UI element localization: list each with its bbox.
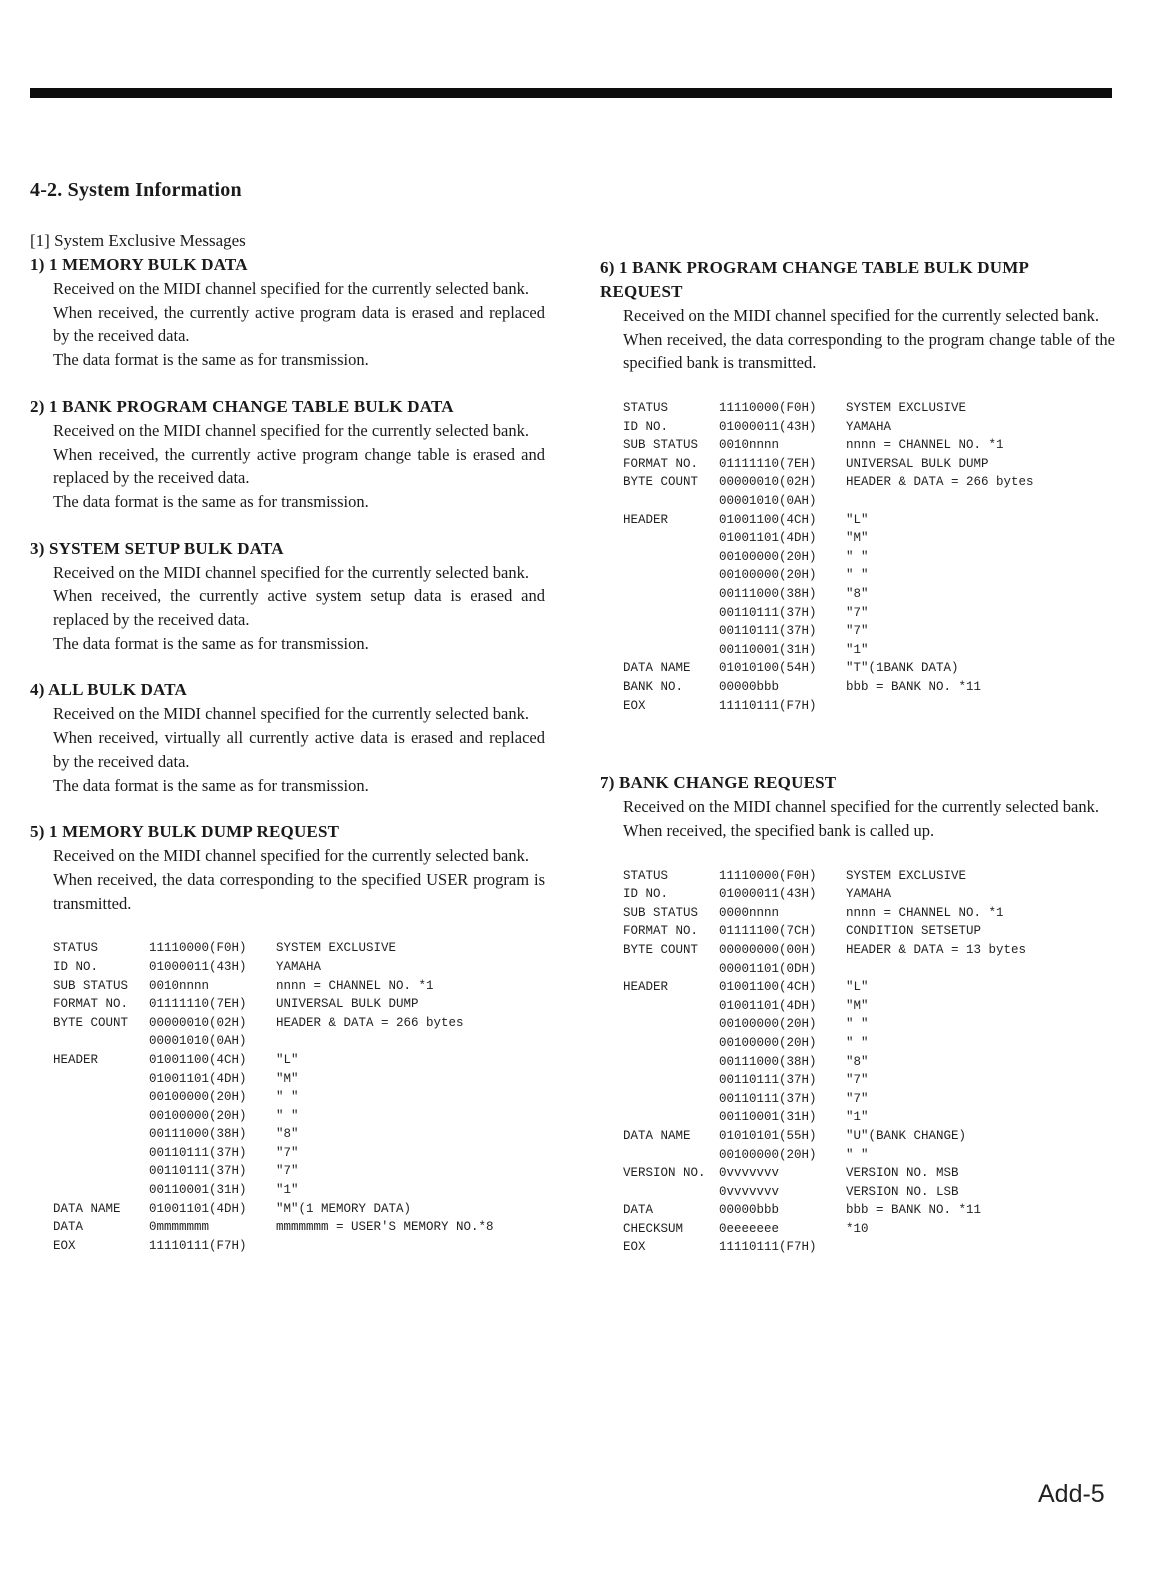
paragraph: Received on the MIDI channel specified for the currently selected bank. xyxy=(53,420,530,440)
field-name xyxy=(623,1071,719,1090)
section-body xyxy=(53,844,545,915)
field-name: ID NO. xyxy=(623,419,669,434)
byte-value: 00111000(38H) xyxy=(719,1054,817,1069)
byte-value: 11110000(F0H) xyxy=(149,941,247,956)
table-row xyxy=(623,867,1115,886)
field-name xyxy=(623,1090,719,1109)
byte-value: 01001101(4DH) xyxy=(149,1201,247,1216)
byte-value: 00100000(20H) xyxy=(719,549,817,564)
description: "L" xyxy=(846,512,869,527)
paragraph: Received on the MIDI channel specified for the currently selected bank. xyxy=(53,704,530,724)
byte-value: 00110111(37H) xyxy=(719,605,817,620)
byte-value: 0eeeeeee xyxy=(719,1221,780,1236)
field-name: STATUS xyxy=(623,868,669,883)
description: VERSION NO. LSB xyxy=(846,1184,959,1199)
byte-value: 0vvvvvvv xyxy=(719,1184,780,1199)
paragraph: The data format is the same as for transmission. xyxy=(53,491,369,511)
description: *10 xyxy=(846,1221,869,1236)
paragraph: Received on the MIDI channel specified for the currently selected bank. xyxy=(53,562,530,582)
byte-value: 01000011(43H) xyxy=(149,959,247,974)
field-name: DATA NAME xyxy=(623,1128,691,1143)
byte-value: 00110111(37H) xyxy=(719,624,817,639)
field-name: BANK NO. xyxy=(623,680,684,695)
description xyxy=(846,960,1115,979)
field-name: SUB STATUS xyxy=(623,438,699,453)
paragraph: When received, the currently active program data is erased and replaced by the received data. xyxy=(53,302,545,346)
byte-value: 01000011(43H) xyxy=(719,419,817,434)
byte-value: 00111000(38H) xyxy=(719,587,817,602)
paragraph: Received on the MIDI channel specified for the currently selected bank. xyxy=(623,306,1100,325)
table-row xyxy=(623,1183,1115,1202)
description: "7" xyxy=(276,1164,299,1179)
byte-value: 11110111(F7H) xyxy=(149,1238,247,1253)
field-name xyxy=(53,1181,149,1200)
byte-value: 0010nnnn xyxy=(149,978,210,993)
table-row xyxy=(623,904,1115,923)
description: UNIVERSAL BULK DUMP xyxy=(276,997,419,1012)
byte-value: 01000011(43H) xyxy=(719,887,817,902)
table-row xyxy=(53,1107,545,1126)
table-row xyxy=(623,678,1115,697)
table-row xyxy=(53,1032,545,1051)
field-name: BYTE COUNT xyxy=(623,475,699,490)
field-name: HEADER xyxy=(53,1052,99,1067)
page-number: Add-5 xyxy=(1038,1480,1105,1508)
paragraph: When received, the data corresponding to the specified USER program is transmitted. xyxy=(53,869,545,913)
header-rule xyxy=(30,88,1112,98)
byte-value: 00100000(20H) xyxy=(719,568,817,583)
table-row xyxy=(623,1127,1115,1146)
page-title: 4-2. System Information xyxy=(30,179,242,201)
paragraph: When received, the currently active system setup data is erased and replaced by the received data. xyxy=(53,586,545,630)
field-name xyxy=(623,1015,719,1034)
byte-value: 11110000(F0H) xyxy=(719,401,817,416)
table-row xyxy=(623,566,1115,585)
table-row xyxy=(53,939,545,958)
byte-value: 01010101(55H) xyxy=(719,1128,817,1143)
table-row xyxy=(623,1108,1115,1127)
table-row xyxy=(623,548,1115,567)
description: CONDITION SETSETUP xyxy=(846,924,982,939)
table-row xyxy=(53,1144,545,1163)
description: "8" xyxy=(846,1054,869,1069)
description: "M" xyxy=(846,531,869,546)
byte-value: 01111100(7CH) xyxy=(719,924,817,939)
paragraph: When received, virtually all currently active data is erased and replaced by the received data. xyxy=(53,728,545,771)
table-row xyxy=(623,922,1115,941)
subheading: [1] System Exclusive Messages xyxy=(30,231,246,250)
description: "1" xyxy=(846,1110,869,1125)
left-column xyxy=(30,229,545,1255)
section-body xyxy=(623,304,1115,375)
field-name xyxy=(53,1088,149,1107)
table-row xyxy=(53,958,545,977)
table-row xyxy=(623,511,1115,530)
table-row xyxy=(623,1053,1115,1072)
table-row xyxy=(53,1181,545,1200)
byte-value: 00001010(0AH) xyxy=(719,494,817,509)
description: VERSION NO. MSB xyxy=(846,1166,959,1181)
field-name xyxy=(623,585,719,604)
paragraph: Received on the MIDI channel specified for the currently selected bank. xyxy=(623,797,1100,817)
byte-value: 11110111(F7H) xyxy=(719,698,817,713)
byte-value: 00000000(00H) xyxy=(719,942,817,957)
field-name: BYTE COUNT xyxy=(53,1015,129,1030)
table-row xyxy=(623,1201,1115,1220)
field-name: DATA NAME xyxy=(623,661,691,676)
table-row xyxy=(623,604,1115,623)
description: nnnn = CHANNEL NO. *1 xyxy=(846,905,1004,920)
description: HEADER & DATA = 13 bytes xyxy=(846,942,1027,957)
table-row xyxy=(623,978,1115,997)
description: "7" xyxy=(846,624,869,639)
description: " " xyxy=(276,1108,299,1123)
table-row xyxy=(53,1070,545,1089)
table-row xyxy=(623,1220,1115,1239)
section-heading: 2) 1 BANK PROGRAM CHANGE TABLE BULK DATA xyxy=(30,396,454,416)
description: "U"(BANK CHANGE) xyxy=(846,1128,967,1143)
table-row xyxy=(623,492,1115,511)
description: HEADER & DATA = 266 bytes xyxy=(846,475,1034,490)
table-row xyxy=(623,997,1115,1016)
section-body xyxy=(623,795,1115,842)
field-name xyxy=(623,1108,719,1127)
field-name: DATA xyxy=(623,1203,654,1218)
field-name xyxy=(53,1125,149,1144)
description: " " xyxy=(846,568,869,583)
byte-value: 00111000(38H) xyxy=(149,1127,247,1142)
table-row xyxy=(623,1238,1115,1257)
description: "M" xyxy=(846,998,869,1013)
paragraph: When received, the currently active program change table is erased and replaced by the received data. xyxy=(53,444,545,488)
table-row xyxy=(53,1051,545,1070)
description xyxy=(846,492,1115,511)
description: YAMAHA xyxy=(846,419,892,434)
byte-value: 00110111(37H) xyxy=(149,1164,247,1179)
field-name: FORMAT NO. xyxy=(53,997,129,1012)
description: SYSTEM EXCLUSIVE xyxy=(276,941,397,956)
description: "T"(1BANK DATA) xyxy=(846,661,959,676)
field-name xyxy=(623,997,719,1016)
table-row xyxy=(53,1200,545,1219)
description: " " xyxy=(846,1035,869,1050)
table-row xyxy=(53,1237,545,1256)
section-heading: 4) ALL BULK DATA xyxy=(30,680,188,700)
field-name xyxy=(623,529,719,548)
field-name: EOX xyxy=(623,1240,646,1255)
field-name: EOX xyxy=(53,1238,76,1253)
byte-value: 00100000(20H) xyxy=(719,1035,817,1050)
byte-value: 0010nnnn xyxy=(719,438,780,453)
table-row xyxy=(623,622,1115,641)
table-row xyxy=(623,529,1115,548)
paragraph: The data format is the same as for transmission. xyxy=(53,775,369,795)
byte-value: 01010100(54H) xyxy=(719,661,817,676)
byte-value: 00100000(20H) xyxy=(149,1090,247,1105)
field-name xyxy=(623,566,719,585)
field-name: ID NO. xyxy=(53,959,99,974)
sysex-table xyxy=(53,939,545,1255)
paragraph: When received, the data corresponding to the program change table of the specified bank is transmitted. xyxy=(623,329,1115,373)
table-row xyxy=(623,1090,1115,1109)
table-row xyxy=(623,418,1115,437)
field-name: VERSION NO. xyxy=(623,1166,706,1181)
field-name: STATUS xyxy=(53,941,99,956)
section-heading: 1) 1 MEMORY BULK DATA xyxy=(30,255,248,274)
field-name xyxy=(623,1183,719,1202)
table-row xyxy=(623,585,1115,604)
table-row xyxy=(623,641,1115,660)
section-body xyxy=(53,277,545,372)
byte-value: 00110001(31H) xyxy=(719,642,817,657)
byte-value: 00000010(02H) xyxy=(719,475,817,490)
byte-value: 01001101(4DH) xyxy=(149,1071,247,1086)
field-name: EOX xyxy=(623,698,646,713)
table-row xyxy=(623,697,1115,716)
section-3 xyxy=(30,537,545,656)
table-row xyxy=(623,436,1115,455)
sysex-table xyxy=(623,399,1115,715)
paragraph: Received on the MIDI channel specified for the currently selected bank. xyxy=(53,279,530,298)
field-name: FORMAT NO. xyxy=(623,456,699,471)
description: " " xyxy=(846,549,869,564)
field-name xyxy=(623,1146,719,1165)
byte-value: 00110001(31H) xyxy=(719,1110,817,1125)
section-5 xyxy=(30,820,545,1255)
table-row xyxy=(623,455,1115,474)
description: "M"(1 MEMORY DATA) xyxy=(276,1201,412,1216)
section-heading: 7) BANK CHANGE REQUEST xyxy=(600,773,837,793)
field-name xyxy=(623,622,719,641)
field-name: HEADER xyxy=(623,980,669,995)
byte-value: 00110111(37H) xyxy=(719,1091,817,1106)
field-name xyxy=(623,1034,719,1053)
field-name xyxy=(53,1032,149,1051)
section-body xyxy=(53,702,545,797)
field-name xyxy=(623,492,719,511)
field-name xyxy=(53,1144,149,1163)
paragraph: When received, the specified bank is called up. xyxy=(623,820,935,840)
byte-value: 00110111(37H) xyxy=(719,1073,817,1088)
paragraph: The data format is the same as for transmission. xyxy=(53,350,369,370)
field-name: DATA xyxy=(53,1220,84,1235)
table-row xyxy=(623,473,1115,492)
field-name xyxy=(623,960,719,979)
field-name: BYTE COUNT xyxy=(623,942,699,957)
byte-value: 01001100(4CH) xyxy=(719,512,817,527)
table-row xyxy=(623,1034,1115,1053)
section-heading: 5) 1 MEMORY BULK DUMP REQUEST xyxy=(30,822,340,842)
table-row xyxy=(623,1146,1115,1165)
description: nnnn = CHANNEL NO. *1 xyxy=(276,978,434,993)
sysex-table xyxy=(623,867,1115,1257)
description: " " xyxy=(276,1090,299,1105)
byte-value: 0mmmmmmm xyxy=(149,1220,210,1235)
byte-value: 00000010(02H) xyxy=(149,1015,247,1030)
section-2 xyxy=(30,395,545,514)
byte-value: 00100000(20H) xyxy=(719,1017,817,1032)
byte-value: 01111110(7EH) xyxy=(719,456,817,471)
byte-value: 00110001(31H) xyxy=(149,1183,247,1198)
description: "L" xyxy=(276,1052,299,1067)
description: SYSTEM EXCLUSIVE xyxy=(846,868,967,883)
description: bbb = BANK NO. *11 xyxy=(846,680,982,695)
byte-value: 00000bbb xyxy=(719,1203,780,1218)
field-name: SUB STATUS xyxy=(53,978,129,993)
section-heading: 3) SYSTEM SETUP BULK DATA xyxy=(30,538,284,558)
byte-value: 00000bbb xyxy=(719,680,780,695)
section-body xyxy=(53,561,545,656)
section-7 xyxy=(600,771,1115,1257)
field-name xyxy=(623,1053,719,1072)
description xyxy=(276,1032,545,1051)
description: mmmmmmm = USER'S MEMORY NO.*8 xyxy=(276,1220,494,1235)
table-row xyxy=(623,1015,1115,1034)
description: "7" xyxy=(276,1145,299,1160)
field-name xyxy=(623,604,719,623)
description: "L" xyxy=(846,980,869,995)
table-row xyxy=(623,960,1115,979)
byte-value: 00110111(37H) xyxy=(149,1145,247,1160)
byte-value: 0000nnnn xyxy=(719,905,780,920)
field-name: STATUS xyxy=(623,401,669,416)
description: bbb = BANK NO. *11 xyxy=(846,1203,982,1218)
table-row xyxy=(623,941,1115,960)
field-name: SUB STATUS xyxy=(623,905,699,920)
table-row xyxy=(53,1088,545,1107)
table-row xyxy=(53,1014,545,1033)
description: "1" xyxy=(846,642,869,657)
byte-value: 01111110(7EH) xyxy=(149,997,247,1012)
description: "7" xyxy=(846,1091,869,1106)
byte-value: 11110111(F7H) xyxy=(719,1240,817,1255)
byte-value: 11110000(F0H) xyxy=(719,868,817,883)
description xyxy=(276,1237,545,1256)
description: YAMAHA xyxy=(846,887,892,902)
section-body xyxy=(53,419,545,514)
field-name xyxy=(53,1070,149,1089)
byte-value: 00001101(0DH) xyxy=(719,961,817,976)
field-name xyxy=(53,1162,149,1181)
paragraph: Received on the MIDI channel specified for the currently selected bank. xyxy=(53,846,530,866)
table-row xyxy=(53,977,545,996)
byte-value: 00001010(0AH) xyxy=(149,1034,247,1049)
byte-value: 01001100(4CH) xyxy=(719,980,817,995)
byte-value: 0vvvvvvv xyxy=(719,1166,780,1181)
description: "1" xyxy=(276,1183,299,1198)
description: "7" xyxy=(846,605,869,620)
description: YAMAHA xyxy=(276,959,322,974)
field-name: CHECKSUM xyxy=(623,1221,684,1236)
description: "7" xyxy=(846,1073,869,1088)
field-name xyxy=(623,641,719,660)
right-column xyxy=(600,256,1115,1257)
section-6 xyxy=(600,256,1115,715)
byte-value: 01001101(4DH) xyxy=(719,998,817,1013)
description: nnnn = CHANNEL NO. *1 xyxy=(846,438,1004,453)
description: SYSTEM EXCLUSIVE xyxy=(846,401,967,416)
byte-value: 00100000(20H) xyxy=(149,1108,247,1123)
paragraph: The data format is the same as for transmission. xyxy=(53,633,369,653)
byte-value: 01001101(4DH) xyxy=(719,531,817,546)
byte-value: 00100000(20H) xyxy=(719,1147,817,1162)
description: "M" xyxy=(276,1071,299,1086)
description: " " xyxy=(846,1147,869,1162)
section-4 xyxy=(30,678,545,797)
description: "8" xyxy=(276,1127,299,1142)
description xyxy=(846,697,1115,716)
field-name: DATA NAME xyxy=(53,1201,121,1216)
section-heading: 6) 1 BANK PROGRAM CHANGE TABLE BULK DUMP REQUEST xyxy=(600,258,1029,301)
description: "8" xyxy=(846,587,869,602)
field-name: ID NO. xyxy=(623,887,669,902)
description: UNIVERSAL BULK DUMP xyxy=(846,456,989,471)
description: " " xyxy=(846,1017,869,1032)
field-name: FORMAT NO. xyxy=(623,924,699,939)
field-name xyxy=(53,1107,149,1126)
byte-value: 01001100(4CH) xyxy=(149,1052,247,1067)
table-row xyxy=(623,1071,1115,1090)
section-1 xyxy=(30,253,545,372)
table-row xyxy=(623,399,1115,418)
field-name: HEADER xyxy=(623,512,669,527)
table-row xyxy=(623,885,1115,904)
table-row xyxy=(623,659,1115,678)
table-row xyxy=(53,1162,545,1181)
field-name xyxy=(623,548,719,567)
table-row xyxy=(53,1125,545,1144)
table-row xyxy=(623,1164,1115,1183)
table-row xyxy=(53,1218,545,1237)
description xyxy=(846,1238,1115,1257)
description: HEADER & DATA = 266 bytes xyxy=(276,1015,464,1030)
table-row xyxy=(53,995,545,1014)
